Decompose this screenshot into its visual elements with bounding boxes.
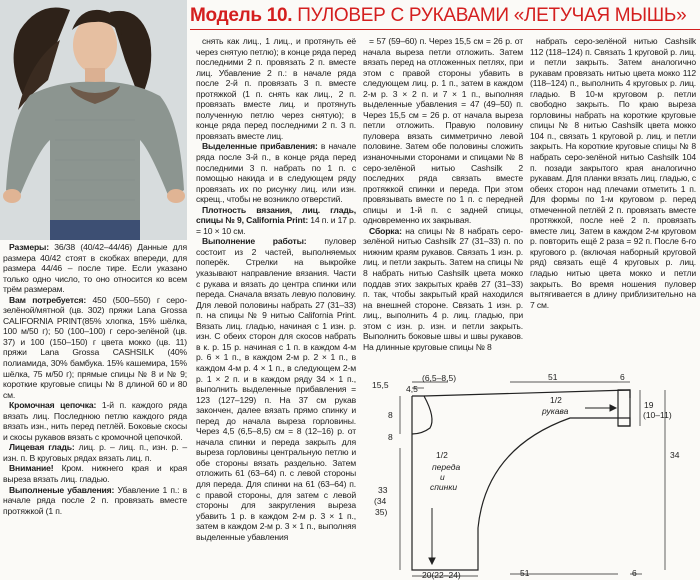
sleeve-top-line <box>424 390 630 396</box>
body-arrow-head <box>429 558 435 564</box>
sleeve-arrow-head <box>610 405 616 411</box>
assembly-text: на спицы № 8 набрать серо-зелёной нитью Cashsilk 27 (31–33) п. по нижним краям рукавов. Связать 1 изн. р. лиц. и петли закрыть. Затем на спицы № 8 набрать нитью Cashsilk цвета мокко поддав этих закрытых краёв 27 (31–33) п. так, чтобы закрытый край находился на внешней стороне. Связать 1 изн. р. лиц., выполнить 4 р. лиц. гладью, при этом с изн. р. изн. и петли закрыть. Выполнить боковые швы и швы рукавов. На длинные круговые спицы № 8 <box>363 225 523 352</box>
decrease-paragraph <box>3 485 187 517</box>
materials-heading: Вам потребуется: <box>9 294 87 305</box>
materials-column <box>3 242 187 516</box>
materials-text: 450 (500–550) г серо-зелёной/мятной (цв. 302) пряжи Lana Grossa CALIFORNIA PRINT(85% хлопка, 15% шёлка, 100 м/50 г); 50 (100–100) г серо-зелёной (цв. 37) и 100 (150–150) г цвета мокко (цв. 11) пряжи Lana Grossa CASHSILK (40% полиамида, 30% бамбука. 15% кашемира, 15% шёлка, 75 м/50 г); прямые спицы № 8 и № 9; короткие круговые спицы № 8 длиной 60 и 80 см. <box>3 294 187 400</box>
work-text: пуловер состоит из 2 частей, выполняемых поперёк. Стрелки на выкройке указывают направление вязания. Части с рукава и вязать до центра спинки или переда. Сначала вязать левую половину. Для левой половины набрать 27 (31–33) п. на спицы № 9 нитью California Print. Вязать лиц. гладью, начиная с 1 изн. р. изн. С обеих сторон для скосов набрать в к. р. 15 р. начиная с 1 п. в каждом 4-м р. 6 × 1 п., в каждом 2-м р. 2 × 1 п., в каждом 4-м р. 4 × 1 п., в следующем 2-м р. 1 × 2 п. и в каждом ряду 34 × 1 п., выполнить выделенные прибавления = 123 (127–129) п. На 37 см рукав закончен, далее вязать прямо спинку и перед до начала выреза горловины. Через 4,5 (6,5–8,5) см = 8 (12–16) р. от начала спинки и переда закрыть для выреза горловины центральную петлю и обе стороны вязать раздельно. Затем отложить 61 (63–64) п. с левой стороны для переда. Для спинки на 61 (63–64) п. с правой стороны, для затем с левой стороны для закругления выреза убавить 1 р. в каждом 2-м р. 3 × 1 п., затем в каждом 2-м р. 3 × 1 п., выполняя выделенные убавления <box>196 236 356 542</box>
c2-paragraph-1: снять как лиц., 1 лиц., и протянуть её через снятую петлю); в конце ряда перед последними 2 п. провязать 2 п. вместе лиц. Убавление 2 п.: в начале ряда после 2-й п. провязать 3 п. вместе протяжкой (1 п. снять как лиц., 2 п. провязать вместе лиц. и протянуть полученную петлю через снятую); в конце ряда перед последними 2 п. 3 п. провязать вместе лиц. <box>196 36 356 141</box>
c2-paragraph-3 <box>196 205 356 237</box>
title-underline <box>190 29 700 30</box>
sizes-text: 36/38 (40/42–44/46) Данные для размера 40/42 стоят в скобках впереди, для размера 44/46 – после тире. Если указано только одно число, то оно относится ко всем трём размерам. <box>3 242 187 295</box>
body-label-1: переда <box>432 462 461 472</box>
pattern-title <box>190 4 700 28</box>
c4-paragraph-1: набрать серо-зелёной нитью Cashsilk 112 (118–124) п. Связать 1 круговой р. лиц. и петли закрыть. Затем аналогично рукавам провязать нитью цвета мокко 112 (118–124) п., выполнить 4 круговых р. лиц. гладью. В 10-м круговом р. петли свободно закрыть. По краю выреза горловины набрать на короткие круговые спицы № 8 нитью Cashsilk цвета мокко 104 п., связать 1 круговой р. лиц. и петли закрыть. На короткие круговые спицы № 8 набрать серо-зелёной нитью Cashsilk 104 п. позади закрытого края аналогично рукавам. Для планки вязать лиц. гладью, с обеих сторон над плечами отметить 1 п. Для формы по 1-м круговом р. перед отмеченной петлёй 2 п. провязать вместе протяжкой, после неё 2 п. провязать вместе лиц. Затем в каждом 2-м круговом р. повторить ещё 2 раза = 92 п. После 6-го кругового р. (включая наборный круговой ряд) связать ещё 4 круговых р. лиц. гладью нитью цвета мокко и петли закрыть. Во время ношения пуловер вытягивается в длину приблизительно на 7 см. <box>530 36 696 310</box>
top-width2-label: 4,5 <box>406 384 418 394</box>
decrease-heading: Выполненые убавления: <box>9 484 115 495</box>
dim-8b-label: 8 <box>388 432 393 442</box>
dim-8-label: 8 <box>388 410 393 420</box>
bottom-width-label: 20(22–24) <box>422 570 461 580</box>
cuff-outline <box>618 390 630 426</box>
dim-33c-label: 35) <box>375 507 388 517</box>
selvedge-paragraph <box>3 400 187 442</box>
attention-heading: Внимание! <box>9 463 54 474</box>
dim-33b-label: (34 <box>374 496 387 506</box>
c2-paragraph-2 <box>196 141 356 204</box>
increases-text: в начале ряда после 3-й п., в конце ряда перед последними 3 п. набрать по 1 п. с помощью накида и в следующем ряду провязать их по рисунку лиц. или изн. скрещ., чтобы не возникло отверстий. <box>196 141 356 205</box>
stockinette-paragraph <box>3 442 187 463</box>
dim-51-label: 51 <box>548 372 558 382</box>
stockinette-heading: Лицевая гладь: <box>9 442 75 453</box>
body-label-3: спинки <box>430 482 458 492</box>
sizes-paragraph <box>3 242 187 295</box>
model-name: ПУЛОВЕР С РУКАВАМИ «ЛЕТУЧАЯ МЫШЬ» <box>297 5 687 26</box>
instructions-column-3 <box>363 36 523 352</box>
gauge-heading: Плотность вязания, лиц. гладь, спицы № 9, California Print: <box>196 204 356 226</box>
cuff-dim-b-label: (10–11) <box>643 410 672 420</box>
dim-6-label: 6 <box>620 372 625 382</box>
c3-paragraph-2 <box>363 226 523 353</box>
dim-51b-label: 51 <box>520 568 530 578</box>
sleeve-label: рукава <box>542 406 569 416</box>
body-label-2: и <box>440 472 445 482</box>
dim-34-label: 34 <box>670 450 680 460</box>
pattern-schematic <box>360 372 700 580</box>
assembly-heading: Сборка: <box>369 225 402 236</box>
attention-text: Кром. нижнего края и края выреза вязать лиц. гладью. <box>3 463 187 485</box>
dim-15-label: 15,5 <box>372 380 389 390</box>
work-heading: Выполнение работы: <box>202 236 307 247</box>
gauge-text: 14 п. и 17 р. = 10 × 10 см. <box>196 215 357 236</box>
attention-paragraph <box>3 463 187 484</box>
materials-paragraph <box>3 295 187 400</box>
cuff-dim-label: 19 <box>644 400 654 410</box>
neckline-curve <box>412 396 432 434</box>
sizes-heading: Размеры: <box>9 242 49 252</box>
selvedge-heading: Кромочная цепочка: <box>9 400 97 411</box>
selvedge-text: 1-й п. каждого ряда вязать лиц. Последнюю петлю каждого ряда вязать изн., нить перед петлёй. Боковые скосы и скосы рукавов вязать с кромочной цепочкой. <box>3 400 187 442</box>
body-fraction: 1/2 <box>436 450 448 460</box>
top-width-label: (6,5–8,5) <box>422 373 457 383</box>
model-photo <box>0 0 187 240</box>
dim-33-label: 33 <box>378 485 388 495</box>
model-photo-illustration <box>0 0 187 240</box>
dim-6b-label: 6 <box>632 568 637 578</box>
sleeve-fraction: 1/2 <box>550 395 562 405</box>
c3-paragraph-1: = 57 (59–60) п. Через 15,5 см = 26 р. от начала выреза петли отложить. Затем вязать перед на отложенных петлях, при этом с правой стороны убавить в следующем лиц. р. 1 п., затем в каждом 2-м р. 3 × 2 п. и 7 × 1 п., выполняя выделенные убавления = 47 (49–50) п. Через 15,5 см = 26 р. от начала выреза петли отложить. Правую половину пуловера вязать симметрично левой половине. Затем обе половины сложить изнаночными сторонами и спицами № 8 серо-зелёной нитью Cashsilk 2 последних ряда связать вместе протяжкой спинки и переда. При этом провязывать вместе по 1 п. с передней спицы и 1-й п. с задней спицы, одновременно их закрывая. <box>363 36 523 226</box>
instructions-column-2 <box>196 36 356 542</box>
stockinette-text: лиц. р. – лиц. п., изн. р. – изн. п. В круговых рядах вязать лиц. п. <box>3 442 187 463</box>
decrease-text: Убавление 1 п.: в начале ряда после 2 п. провязать вместе протяжкой (1 п. <box>3 484 187 516</box>
increases-heading: Выделенные прибавления: <box>202 141 318 152</box>
model-number: Модель 10. <box>190 5 293 26</box>
c2-paragraph-4 <box>196 236 356 542</box>
instructions-column-4 <box>530 36 696 310</box>
